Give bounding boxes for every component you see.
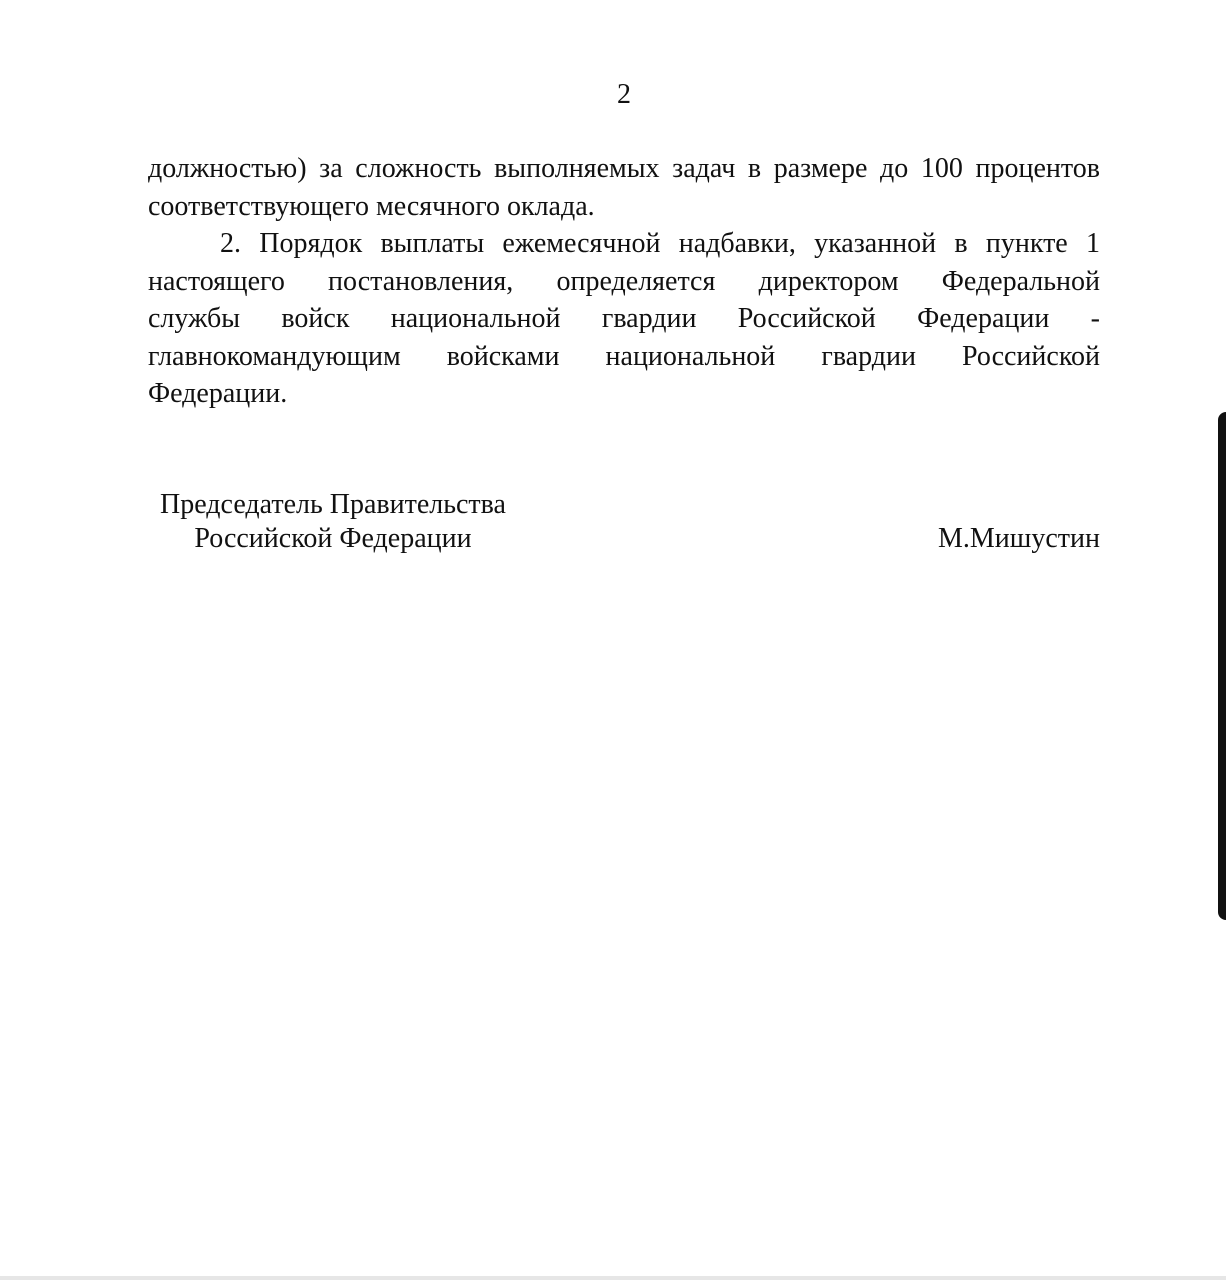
text-line: Федерации. <box>148 378 288 409</box>
text-line: 2. Порядок выплаты ежемесячной надбавки, указанной в пункте 1 <box>220 228 1100 259</box>
text-line: главнокомандующим войсками национальной гвардии Российской <box>148 340 1100 372</box>
text-line: соответствующего месячного оклада. <box>148 190 595 222</box>
document-body <box>148 150 1100 413</box>
text-line: должностью) за сложность выполняемых задач в размере до 100 процентов <box>148 153 1100 184</box>
signatory-position-line: Российской Федерации <box>194 523 472 554</box>
signatory-position-line: Председатель Правительства <box>160 489 506 520</box>
text-line: службы войск национальной гвардии Российской Федерации - <box>148 303 1100 334</box>
signatory-position <box>148 488 518 556</box>
page-number: 2 <box>617 79 631 110</box>
text-line: настоящего постановления, определяется директором Федеральной <box>148 265 1100 297</box>
page-bottom-divider <box>0 1276 1226 1280</box>
device-edge <box>1218 412 1226 920</box>
signatory-name: М.Мишустин <box>938 523 1100 554</box>
